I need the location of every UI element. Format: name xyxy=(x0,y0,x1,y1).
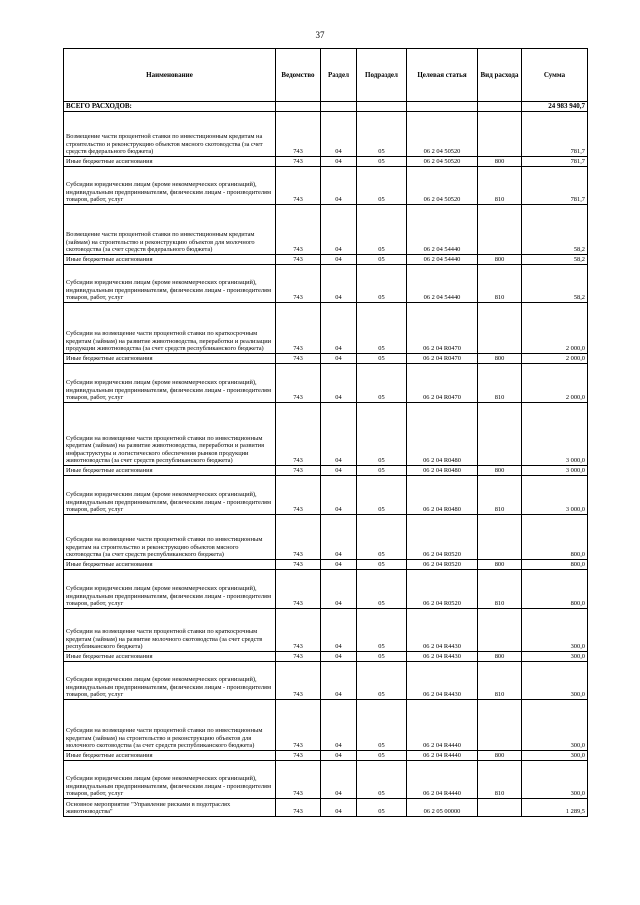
row-subsection: 05 xyxy=(357,751,407,761)
row-section: 04 xyxy=(321,700,357,751)
row-dept: 743 xyxy=(276,255,321,265)
row-target: 06 2 04 50520 xyxy=(407,112,478,157)
total-row xyxy=(64,102,588,112)
table-row xyxy=(64,303,588,354)
row-target: 06 2 04 R4430 xyxy=(407,662,478,700)
row-name: Иные бюджетные ассигнования xyxy=(64,751,276,761)
row-target: 06 2 04 50520 xyxy=(407,167,478,205)
header-subsection: Подраздел xyxy=(357,49,407,102)
row-exp-type: 800 xyxy=(478,466,522,476)
row-sum: 781,7 xyxy=(522,157,588,167)
row-name: Возмещение части процентной ставки по инвестиционным кредитам (займам) на строительство и реконструкцию объектов для молочного скотоводства (за счет средств федерального бюджета) xyxy=(64,205,276,255)
row-sum: 58,2 xyxy=(522,205,588,255)
table-row xyxy=(64,662,588,700)
row-target: 06 2 04 54440 xyxy=(407,255,478,265)
table-row xyxy=(64,652,588,662)
row-subsection: 05 xyxy=(357,205,407,255)
row-sum: 1 289,5 xyxy=(522,799,588,817)
row-section: 04 xyxy=(321,364,357,403)
row-exp-type: 800 xyxy=(478,354,522,364)
row-subsection: 05 xyxy=(357,364,407,403)
table-row xyxy=(64,751,588,761)
row-dept: 743 xyxy=(276,515,321,560)
header-exp-type: Вид расхода xyxy=(478,49,522,102)
row-exp-type: 810 xyxy=(478,476,522,515)
row-subsection: 05 xyxy=(357,476,407,515)
row-section: 04 xyxy=(321,515,357,560)
table-row xyxy=(64,265,588,303)
row-subsection: 05 xyxy=(357,609,407,652)
row-subsection: 05 xyxy=(357,761,407,799)
row-exp-type xyxy=(478,799,522,817)
row-name: Субсидии юридическим лицам (кроме некоммерческих организаций), индивидуальным предпринимателям, физическим лицам - производителям товаров, работ, услуг xyxy=(64,167,276,205)
row-section: 04 xyxy=(321,265,357,303)
row-exp-type xyxy=(478,205,522,255)
row-sum: 300,0 xyxy=(522,652,588,662)
table-row xyxy=(64,364,588,403)
row-dept: 743 xyxy=(276,609,321,652)
row-target: 06 2 04 R4440 xyxy=(407,751,478,761)
row-name: Иные бюджетные ассигнования xyxy=(64,560,276,570)
table-header-row xyxy=(64,49,588,102)
table-row xyxy=(64,799,588,817)
row-name: Субсидии юридическим лицам (кроме некоммерческих организаций), индивидуальным предпринимателям, физическим лицам - производителям товаров, работ, услуг xyxy=(64,761,276,799)
row-name: Субсидии на возмещение части процентной ставки по краткосрочным кредитам (займам) на развитие животноводства, переработки и реализации продукции животноводства (за счет средств республиканского бюджета) xyxy=(64,303,276,354)
row-target: 06 2 04 R0470 xyxy=(407,354,478,364)
row-dept: 743 xyxy=(276,265,321,303)
row-exp-type: 810 xyxy=(478,761,522,799)
table-row xyxy=(64,700,588,751)
row-exp-type xyxy=(478,303,522,354)
row-sum: 800,0 xyxy=(522,560,588,570)
row-subsection: 05 xyxy=(357,303,407,354)
table-row xyxy=(64,403,588,466)
row-sum: 300,0 xyxy=(522,662,588,700)
row-target: 06 2 04 R0480 xyxy=(407,403,478,466)
row-dept: 743 xyxy=(276,303,321,354)
row-sum: 2 000,0 xyxy=(522,303,588,354)
row-target: 06 2 04 R0480 xyxy=(407,476,478,515)
row-name: Иные бюджетные ассигнования xyxy=(64,652,276,662)
row-section: 04 xyxy=(321,167,357,205)
row-section: 04 xyxy=(321,157,357,167)
row-section: 04 xyxy=(321,570,357,609)
table-row xyxy=(64,205,588,255)
row-dept: 743 xyxy=(276,700,321,751)
row-exp-type xyxy=(478,609,522,652)
row-subsection: 05 xyxy=(357,466,407,476)
row-target: 06 2 04 R0520 xyxy=(407,560,478,570)
row-section: 04 xyxy=(321,799,357,817)
table-row xyxy=(64,476,588,515)
row-dept: 743 xyxy=(276,364,321,403)
row-section: 04 xyxy=(321,560,357,570)
row-subsection: 05 xyxy=(357,799,407,817)
header-dept: Ведомство xyxy=(276,49,321,102)
row-name: Субсидии на возмещение части процентной ставки по инвестиционным кредитам (займам) на развитие животноводства, переработки и развития инфраструктуры и логистического обеспечения рынков продукции животноводства (за счет средств республиканского бюджета) xyxy=(64,403,276,466)
row-exp-type: 810 xyxy=(478,167,522,205)
row-name: Субсидии юридическим лицам (кроме некоммерческих организаций), индивидуальным предпринимателям, физическим лицам - производителям товаров, работ, услуг xyxy=(64,662,276,700)
row-section: 04 xyxy=(321,609,357,652)
row-subsection: 05 xyxy=(357,662,407,700)
row-dept: 743 xyxy=(276,751,321,761)
row-target: 06 2 04 50520 xyxy=(407,157,478,167)
row-exp-type: 810 xyxy=(478,265,522,303)
table-row xyxy=(64,167,588,205)
table-row xyxy=(64,255,588,265)
row-subsection: 05 xyxy=(357,652,407,662)
row-section: 04 xyxy=(321,476,357,515)
row-sum: 2 000,0 xyxy=(522,364,588,403)
row-sum: 781,7 xyxy=(522,112,588,157)
row-target: 06 2 05 00000 xyxy=(407,799,478,817)
row-name: Иные бюджетные ассигнования xyxy=(64,354,276,364)
row-sum: 300,0 xyxy=(522,700,588,751)
row-name: Субсидии на возмещение части процентной ставки по инвестиционным кредитам (займам) на строительство и реконструкцию объектов для молочного скотоводства (за счет средств республиканского бюджета) xyxy=(64,700,276,751)
row-sum: 2 000,0 xyxy=(522,354,588,364)
header-section: Раздел xyxy=(321,49,357,102)
row-exp-type: 810 xyxy=(478,662,522,700)
table-row xyxy=(64,570,588,609)
row-subsection: 05 xyxy=(357,265,407,303)
row-exp-type xyxy=(478,700,522,751)
row-subsection: 05 xyxy=(357,255,407,265)
row-dept: 743 xyxy=(276,799,321,817)
header-sum: Сумма xyxy=(522,49,588,102)
row-sum: 800,0 xyxy=(522,570,588,609)
row-dept: 743 xyxy=(276,112,321,157)
row-name: Иные бюджетные ассигнования xyxy=(64,466,276,476)
row-exp-type: 800 xyxy=(478,157,522,167)
table-row xyxy=(64,560,588,570)
row-section: 04 xyxy=(321,354,357,364)
table-row xyxy=(64,609,588,652)
row-dept: 743 xyxy=(276,167,321,205)
row-sum: 300,0 xyxy=(522,761,588,799)
row-exp-type: 800 xyxy=(478,560,522,570)
row-name: Субсидии на возмещение части процентной ставки по инвестиционным кредитам на строительство и реконструкцию объектов мясного скотоводства (за счет средств республиканского бюджета) xyxy=(64,515,276,560)
row-section: 04 xyxy=(321,255,357,265)
header-target: Целевая статья xyxy=(407,49,478,102)
row-target: 06 2 04 R4430 xyxy=(407,652,478,662)
page-number: 37 xyxy=(315,30,325,40)
row-section: 04 xyxy=(321,761,357,799)
table-row xyxy=(64,761,588,799)
row-name: Субсидии юридическим лицам (кроме некоммерческих организаций), индивидуальным предпринимателям, физическим лицам - производителям товаров, работ, услуг xyxy=(64,265,276,303)
row-sum: 3 000,0 xyxy=(522,466,588,476)
row-subsection: 05 xyxy=(357,157,407,167)
row-target: 06 2 04 R0520 xyxy=(407,570,478,609)
row-name: Субсидии юридическим лицам (кроме некоммерческих организаций), индивидуальным предпринимателям, физическим лицам - производителям товаров, работ, услуг xyxy=(64,476,276,515)
row-sum: 800,0 xyxy=(522,515,588,560)
row-subsection: 05 xyxy=(357,515,407,560)
row-target: 06 2 04 R4440 xyxy=(407,700,478,751)
table-row xyxy=(64,157,588,167)
row-exp-type xyxy=(478,112,522,157)
row-target: 06 2 04 R0480 xyxy=(407,466,478,476)
table-row xyxy=(64,515,588,560)
row-dept: 743 xyxy=(276,761,321,799)
row-target: 06 2 04 R4430 xyxy=(407,609,478,652)
row-sum: 3 000,0 xyxy=(522,403,588,466)
row-subsection: 05 xyxy=(357,354,407,364)
row-section: 04 xyxy=(321,751,357,761)
row-target: 06 2 04 54440 xyxy=(407,205,478,255)
row-dept: 743 xyxy=(276,476,321,515)
budget-table xyxy=(63,48,588,817)
row-subsection: 05 xyxy=(357,570,407,609)
row-subsection: 05 xyxy=(357,560,407,570)
row-name: Иные бюджетные ассигнования xyxy=(64,255,276,265)
row-target: 06 2 04 R0470 xyxy=(407,303,478,354)
row-name: Иные бюджетные ассигнования xyxy=(64,157,276,167)
row-sum: 781,7 xyxy=(522,167,588,205)
row-exp-type: 810 xyxy=(478,570,522,609)
row-name: Субсидии юридическим лицам (кроме некоммерческих организаций), индивидуальным предпринимателям, физическим лицам - производителям товаров, работ, услуг xyxy=(64,570,276,609)
row-exp-type: 800 xyxy=(478,751,522,761)
row-name: Возмещение части процентной ставки по инвестиционным кредитам на строительство и реконструкцию объектов мясного скотоводства (за счет средств федерального бюджета) xyxy=(64,112,276,157)
table-row xyxy=(64,354,588,364)
row-dept: 743 xyxy=(276,652,321,662)
row-section: 04 xyxy=(321,403,357,466)
table-row xyxy=(64,112,588,157)
row-dept: 743 xyxy=(276,560,321,570)
row-section: 04 xyxy=(321,303,357,354)
row-subsection: 05 xyxy=(357,167,407,205)
header-name: Наименование xyxy=(64,49,276,102)
row-section: 04 xyxy=(321,466,357,476)
row-dept: 743 xyxy=(276,466,321,476)
row-target: 06 2 04 R0520 xyxy=(407,515,478,560)
row-exp-type: 800 xyxy=(478,255,522,265)
row-section: 04 xyxy=(321,112,357,157)
row-dept: 743 xyxy=(276,403,321,466)
total-sum: 24 983 940,7 xyxy=(522,102,588,112)
row-exp-type: 800 xyxy=(478,652,522,662)
row-exp-type: 810 xyxy=(478,364,522,403)
row-target: 06 2 04 R4440 xyxy=(407,761,478,799)
row-sum: 58,2 xyxy=(522,265,588,303)
row-subsection: 05 xyxy=(357,403,407,466)
row-name: Субсидии на возмещение части процентной ставки по краткосрочным кредитам (займам) на развитие молочного скотоводства (за счет средств республиканского бюджета) xyxy=(64,609,276,652)
row-dept: 743 xyxy=(276,157,321,167)
row-subsection: 05 xyxy=(357,700,407,751)
row-subsection: 05 xyxy=(357,112,407,157)
row-dept: 743 xyxy=(276,570,321,609)
row-name: Субсидии юридическим лицам (кроме некоммерческих организаций), индивидуальным предпринимателям, физическим лицам - производителям товаров, работ, услуг xyxy=(64,364,276,403)
row-section: 04 xyxy=(321,652,357,662)
row-target: 06 2 04 R0470 xyxy=(407,364,478,403)
row-dept: 743 xyxy=(276,662,321,700)
row-exp-type xyxy=(478,515,522,560)
total-label: ВСЕГО РАСХОДОВ: xyxy=(64,102,276,112)
row-section: 04 xyxy=(321,205,357,255)
row-target: 06 2 04 54440 xyxy=(407,265,478,303)
row-dept: 743 xyxy=(276,205,321,255)
row-section: 04 xyxy=(321,662,357,700)
row-sum: 3 000,0 xyxy=(522,476,588,515)
row-sum: 300,0 xyxy=(522,751,588,761)
row-sum: 300,0 xyxy=(522,609,588,652)
row-exp-type xyxy=(478,403,522,466)
table-row xyxy=(64,466,588,476)
row-name: Основное мероприятие "Управление рисками в подотраслях животноводства" xyxy=(64,799,276,817)
row-sum: 58,2 xyxy=(522,255,588,265)
row-dept: 743 xyxy=(276,354,321,364)
